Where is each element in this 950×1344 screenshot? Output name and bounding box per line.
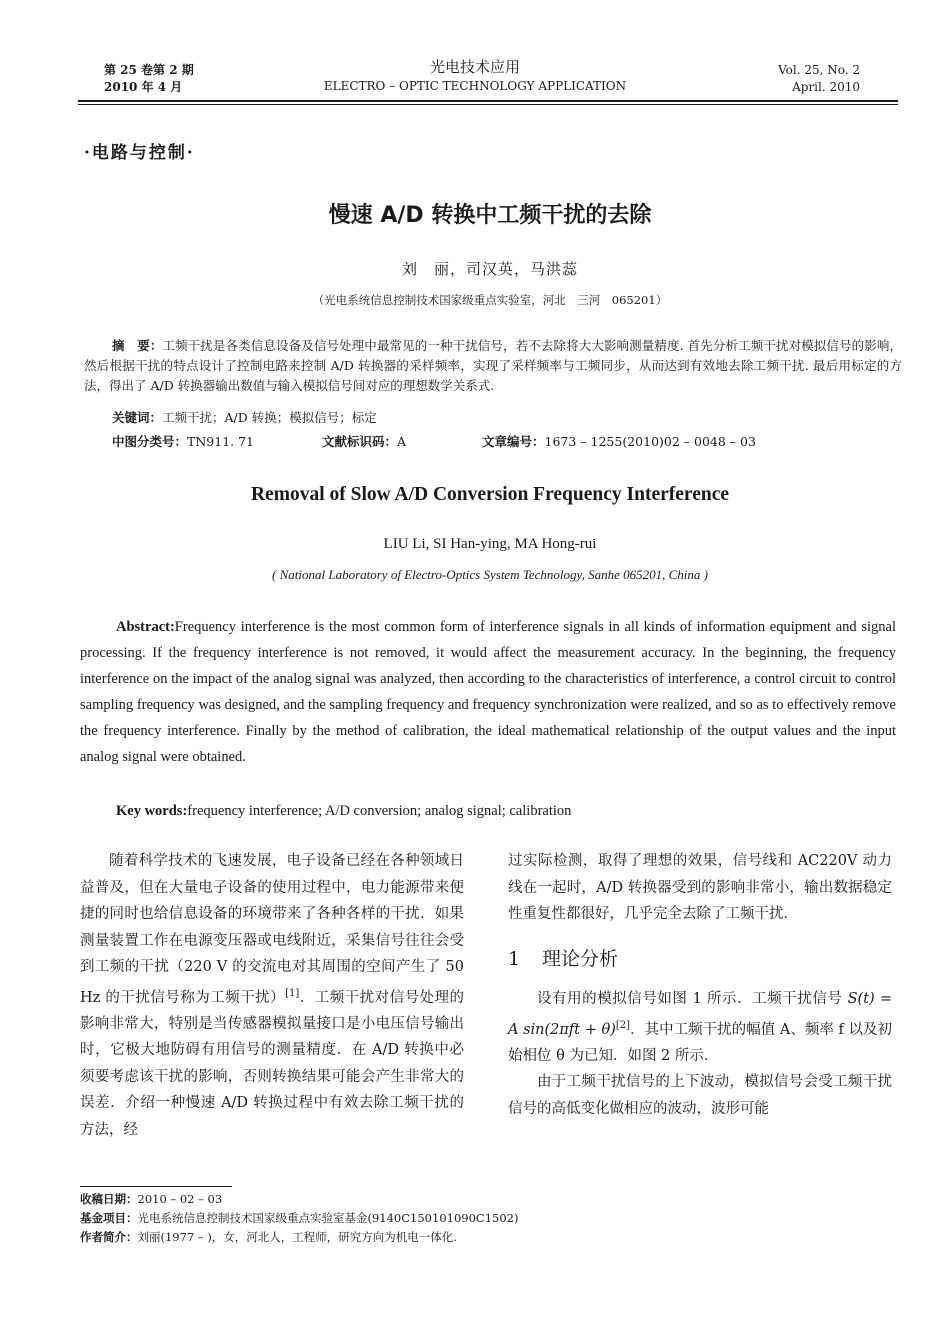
journal-name-cn: 光电技术应用 <box>429 58 520 76</box>
abstract-en <box>80 614 896 770</box>
citation-2: [2] <box>615 1019 631 1031</box>
journal-volume: Vol. 25, No. 2 <box>778 63 860 77</box>
journal-volume-block <box>778 62 860 96</box>
abstract-cn-text: 工频干扰是各类信息设备及信号处理中最常见的一种干扰信号，若不去除将大大影响测量精度. 首先分析工频干扰对模拟信号的影响，然后根据干扰的特点设计了控制电路来控制 A/D 转换器的采样频率，实现了采样频率与工频同步，从而达到有效地去除工频干扰. 最后用标定的方法，得出了 A/D 转换器输出数值与输入模拟信号间对应的理想数学关系式. <box>84 338 902 393</box>
clc-value: TN911. 71 <box>187 434 255 449</box>
affiliation-en: ( National Laboratory of Electro-Optics System Technology, Sanhe 065201, China ) <box>272 567 708 582</box>
body-paragraph: 过实际检测，取得了理想的效果，信号线和 AC220V 动力线在一起时，A/D 转换器受到的影响非常小，输出数据稳定性重复性都很好，几乎完全去除了工频干扰． <box>508 853 892 922</box>
body-column-left <box>80 848 464 1143</box>
formula: S(t) = A sin(2πft + θ) <box>508 991 892 1038</box>
title-cn: 慢速 A/D 转换中工频干扰的去除 <box>328 203 652 228</box>
author-value: 刘丽(1977 – )，女，河北人，工程师，研究方向为机电一体化. <box>137 1230 457 1244</box>
authors-en: LIU Li, SI Han-ying, MA Hong-rui <box>383 536 597 552</box>
body-paragraph: 由于工频干扰信号的上下波动，模拟信号会受工频干扰信号的高低变化做相应的波动，波形可能 <box>508 1074 892 1117</box>
author-label: 作者简介： <box>80 1230 138 1244</box>
citation-1: [1] <box>285 987 300 999</box>
body-text: ．其中工频干扰的幅值 A、频率 f 以及初始相位 θ 为已知．如图 2 所示． <box>508 1021 893 1064</box>
keywords-en-text: frequency interference; A/D conversion; analog signal; calibration <box>187 803 572 819</box>
clc-number <box>112 432 254 452</box>
footnote-author <box>80 1228 518 1247</box>
journal-issue: 第 25 卷第 2 期 <box>104 63 194 77</box>
section-heading <box>508 946 892 973</box>
footnote-rule <box>80 1186 232 1187</box>
abstract-cn-label: 摘 要： <box>112 338 163 353</box>
keywords-en-label: Key words: <box>116 803 188 819</box>
keywords-en <box>116 798 571 824</box>
footnote-received <box>80 1190 518 1209</box>
article-number <box>482 432 756 452</box>
fund-value: 光电系统信息控制技术国家级重点实验室基金(9140C150101090C1502) <box>137 1211 519 1225</box>
section-tag: ·电路与控制· <box>84 143 195 163</box>
keywords-cn-text: 工频干扰；A/D 转换；模拟信号；标定 <box>162 410 377 425</box>
journal-name-en: ELECTRO – OPTIC TECHNOLOGY APPLICATION <box>323 79 627 93</box>
body-text: 随着科学技术的飞速发展，电子设备已经在各种领域日益普及，但在大量电子设备的使用过程中，电力能源带来便捷的同时也给信息设备的环境带来了各种各样的干扰．如果测量装置工作在电源变压器或电线附近，采集信号往往会受到工频的干扰（220 V 的交流电对其周围的空间产生了 50 Hz 的干扰信号称为工频干扰） <box>80 853 464 1006</box>
footnotes <box>80 1190 518 1247</box>
clc-label: 中图分类号： <box>112 434 188 449</box>
keywords-cn <box>112 408 377 428</box>
header-rule-thick <box>78 100 898 102</box>
abstract-cn <box>84 336 902 396</box>
abstract-en-label: Abstract: <box>116 619 175 635</box>
doc-code <box>322 432 406 452</box>
doc-label: 文献标识码： <box>322 434 398 449</box>
doc-value: A <box>397 434 407 449</box>
body-text: ．工频干扰对信号处理的影响非常大，特别是当传感器模拟量接口是小电压信号输出时，它极大地防碍有用信号的测量精度．在 A/D 转换中必须要考虑该干扰的影响，否则转换结果可能会产生非常大的误差．介绍一种慢速 A/D 转换过程中有效去除工频干扰的方法，经 <box>80 989 464 1138</box>
journal-name-block <box>300 58 650 96</box>
article-value: 1673 – 1255(2010)02 – 0048 – 03 <box>544 434 756 449</box>
footnote-fund <box>80 1209 518 1228</box>
title-en: Removal of Slow A/D Conversion Frequency Interference <box>250 484 730 505</box>
journal-issue-block <box>104 62 194 96</box>
body-text: 设有用的模拟信号如图 1 所示．工频干扰信号 <box>537 991 848 1007</box>
body-column-right <box>508 848 892 1122</box>
article-label: 文章编号： <box>482 434 545 449</box>
journal-date: 2010 年 4 月 <box>104 80 183 94</box>
fund-label: 基金项目： <box>80 1211 138 1225</box>
body-paragraph <box>80 848 464 1143</box>
received-value: 2010 – 02 – 03 <box>137 1192 223 1206</box>
section-title: 理论分析 <box>542 947 619 970</box>
header-rule-thin <box>78 104 898 105</box>
section-number: 1 <box>508 947 521 970</box>
keywords-cn-label: 关键词： <box>112 410 163 425</box>
authors-cn: 刘 丽，司汉英，马洪蕊 <box>401 260 578 278</box>
abstract-en-text: Frequency interference is the most common form of interference signals in all kinds of information equipment and signal processing. If the frequency interference is not removed, it would affect the measurement accuracy. In the beginning, the frequency interference on the impact of the analog signal was analyzed, then according to the characteristics of interference, a control circuit to control sampling frequency was designed, and the sampling frequency and frequency synchronization were realized, and so as to effectively remove the frequency interference. Finally by the method of calibration, the ideal mathematical relationship of the output values and the input analog signal were obtained. <box>80 619 896 765</box>
affiliation-cn: （光电系统信息控制技术国家级重点实验室，河北 三河 065201） <box>312 293 668 307</box>
received-label: 收稿日期： <box>80 1192 138 1206</box>
body-paragraph <box>508 986 892 1069</box>
journal-month: April. 2010 <box>792 80 860 94</box>
